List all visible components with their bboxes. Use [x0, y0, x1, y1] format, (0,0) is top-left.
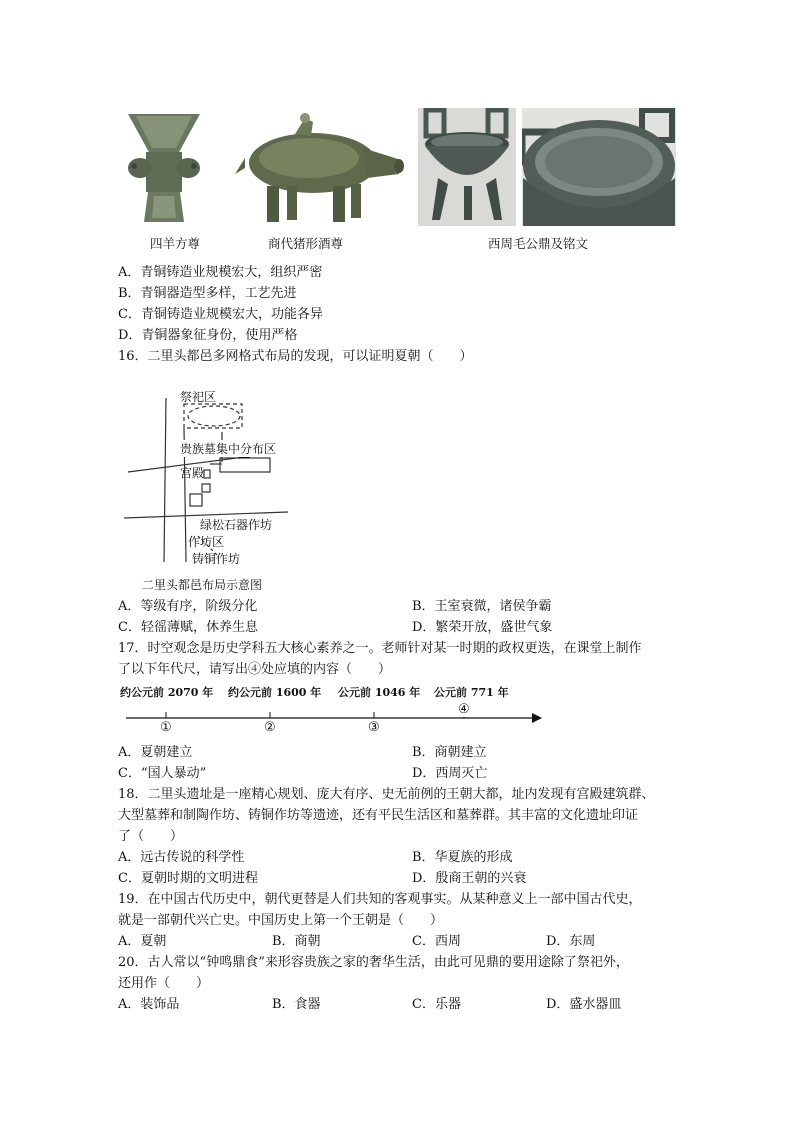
q15-option-d[interactable]: D．青铜器象征身份，使用严格 — [118, 328, 298, 343]
q17-stem-line1: 17．时空观念是历史学科五大核心素养之一。老师针对某一时期的政权更迭，在课堂上制作 — [118, 641, 642, 656]
erlitou-layout-map — [118, 386, 298, 596]
q16-option-d[interactable]: D．繁荣开放，盛世气象 — [412, 620, 553, 635]
map-label-turquoise-workshop: 绿松石器作坊 — [200, 518, 273, 532]
q17-option-b[interactable]: B．商朝建立 — [412, 745, 487, 760]
timeline-mark-3: ③ — [368, 720, 380, 735]
q17-option-c[interactable]: C．“国人暴动” — [118, 766, 207, 781]
q16-option-a[interactable]: A．等级有序，阶级分化 — [118, 599, 258, 614]
four-ram-square-zun-image — [118, 108, 210, 226]
timeline-mark-2: ② — [264, 720, 276, 735]
q16-stem: 16．二里头都邑多网格式布局的发现，可以证明夏朝（ ） — [118, 349, 473, 364]
q17-option-a[interactable]: A．夏朝建立 — [118, 745, 193, 760]
q16-option-c[interactable]: C．轻徭薄赋，休养生息 — [118, 620, 258, 635]
q18-option-d[interactable]: D．殷商王朝的兴衰 — [412, 871, 527, 886]
q20-stem-line2: 还用作（ ） — [118, 976, 210, 991]
caption-four-ram-zun: 四羊方尊 — [150, 236, 201, 251]
q20-option-b[interactable]: B．食器 — [272, 997, 321, 1012]
q20-option-a[interactable]: A．装饰品 — [118, 997, 180, 1012]
map-label-noble-tombs: 贵族墓集中分布区 — [180, 442, 277, 456]
map-label-workshop-area: 作坊区 — [188, 535, 225, 549]
q15-option-c[interactable]: C．青铜铸造业规模宏大，功能各异 — [118, 307, 323, 322]
q20-stem-line1: 20．古人常以“钟鸣鼎食”来形容贵族之家的奢华生活，由此可见鼎的要用途除了祭祀外， — [118, 955, 629, 970]
q17-stem-line2: 了以下年代尺，请写出④处应填的内容（ ） — [118, 662, 392, 677]
q19-option-d[interactable]: D．东周 — [546, 934, 596, 949]
timeline-date-3: 公元前 1046 年 — [338, 686, 421, 699]
q20-option-c[interactable]: C．乐器 — [412, 997, 461, 1012]
maogong-ding-image — [418, 108, 516, 226]
timeline-mark-4: ④ — [458, 702, 470, 717]
q19-option-a[interactable]: A．夏朝 — [118, 934, 167, 949]
caption-pig-wine-vessel: 商代猪形酒尊 — [268, 236, 344, 251]
q18-option-c[interactable]: C．夏朝时期的文明进程 — [118, 871, 258, 886]
map-label-palace: 宫殿 — [180, 466, 205, 480]
timeline-date-4: 公元前 771 年 — [434, 686, 509, 699]
map-label-bronze-workshop: 铸铜作坊 — [192, 552, 241, 566]
map-caption: 二里头都邑布局示意图 — [142, 578, 263, 592]
q15-option-b[interactable]: B．青铜器造型多样，工艺先进 — [118, 286, 297, 301]
q17-option-d[interactable]: D．西周灭亡 — [412, 766, 488, 781]
q19-stem-line1: 19．在中国古代历史中，朝代更替是人们共知的客观事实。从某种意义上一部中国古代史， — [118, 892, 642, 907]
q16-option-b[interactable]: B．王室衰微，诸侯争霸 — [412, 599, 552, 614]
q18-stem-line1: 18．二里头遗址是一座精心规划、庞大有序、史无前例的王朝大都，址内发现有宫殿建筑群、 — [118, 787, 655, 802]
q19-stem-line2: 就是一部朝代兴亡史。中国历史上第一个王朝是（ ） — [118, 913, 444, 928]
q18-option-a[interactable]: A．远古传说的科学性 — [118, 850, 245, 865]
q18-option-b[interactable]: B．华夏族的形成 — [412, 850, 513, 865]
q19-option-c[interactable]: C．西周 — [412, 934, 461, 949]
q20-option-d[interactable]: D．盛水器皿 — [546, 997, 622, 1012]
timeline — [118, 682, 548, 738]
maogong-ding-inscription-image — [522, 108, 676, 226]
q15-option-a[interactable]: A．青铜铸造业规模宏大，组织严密 — [118, 265, 323, 280]
timeline-date-1: 约公元前 2070 年 — [120, 686, 214, 699]
q19-option-b[interactable]: B．商朝 — [272, 934, 321, 949]
timeline-mark-1: ① — [160, 720, 172, 735]
caption-maogong-ding: 西周毛公鼎及铭文 — [488, 236, 589, 251]
timeline-date-2: 约公元前 1600 年 — [228, 686, 322, 699]
q18-stem-line2: 大型墓葬和制陶作坊、铸铜作坊等遗迹，还有平民生活区和墓葬群。其丰富的文化遗址印证 — [118, 808, 639, 823]
shang-pig-wine-vessel-image — [233, 108, 405, 226]
map-label-ritual-area: 祭祀区 — [180, 390, 217, 404]
q18-stem-line3: 了（ ） — [118, 829, 184, 844]
